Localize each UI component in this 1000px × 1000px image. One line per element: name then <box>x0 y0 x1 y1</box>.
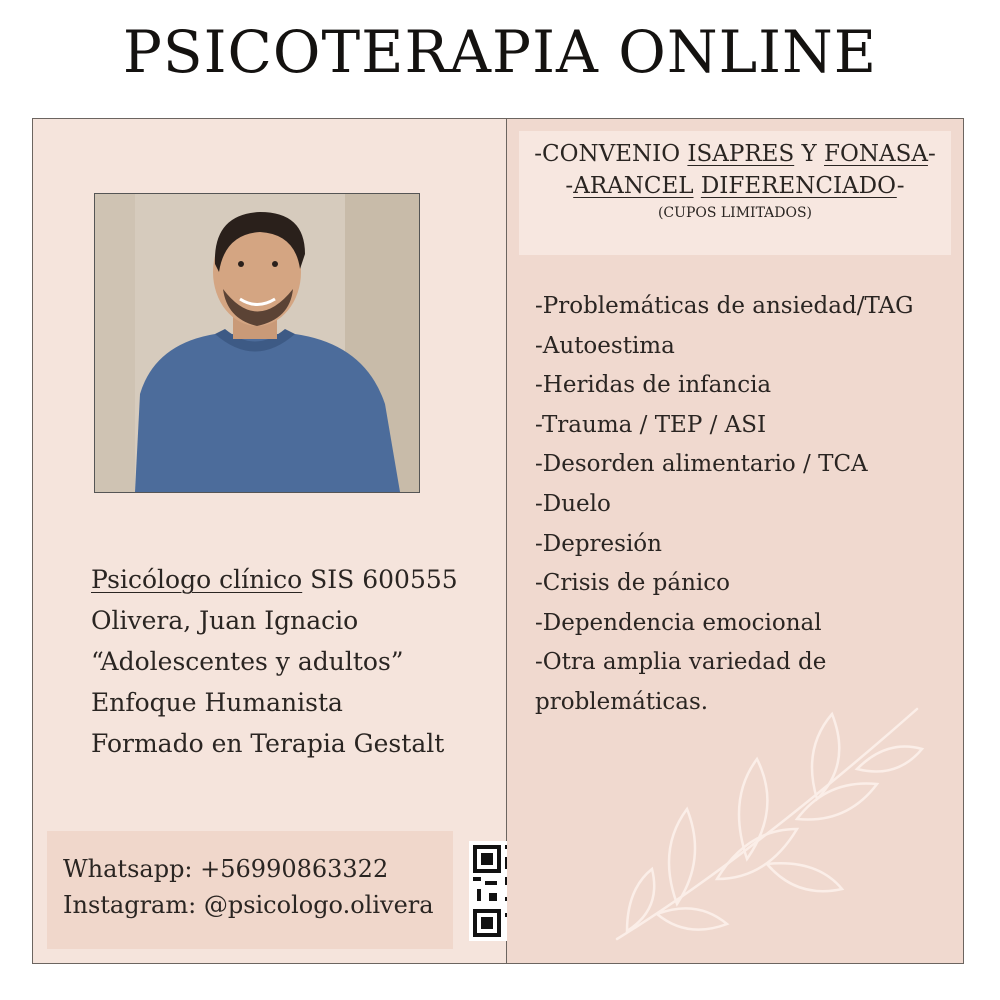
diferenciado-label: DIFERENCIADO <box>700 173 897 199</box>
leaf-branch-icon <box>597 699 937 949</box>
therapist-info <box>91 559 458 764</box>
banner-line-1 <box>519 141 951 167</box>
list-item: -Heridas de infancia <box>535 372 772 399</box>
contact-box <box>47 831 453 949</box>
page-title: PSICOTERAPIA ONLINE <box>122 18 878 86</box>
right-column <box>507 119 964 963</box>
banner-text: Y <box>794 141 825 167</box>
list-item: problemáticas. <box>535 688 709 715</box>
profile-photo <box>94 193 420 493</box>
banner-text: - <box>896 173 905 199</box>
banner-line-2 <box>519 173 951 199</box>
list-item: -Problemáticas de ansiedad/TAG <box>535 293 914 319</box>
left-column <box>33 119 507 963</box>
arancel-label: ARANCEL <box>573 173 694 199</box>
banner-text <box>694 173 701 199</box>
limited-spots-note: (CUPOS LIMITADOS) <box>657 205 813 221</box>
credential-number: SIS 600555 <box>302 565 458 594</box>
approach-text: Enfoque Humanista <box>91 688 343 717</box>
banner-text: - <box>927 141 936 167</box>
training-text: Formado en Terapia Gestalt <box>91 729 445 758</box>
whatsapp-contact[interactable]: Whatsapp: +56990863322 <box>63 855 389 883</box>
list-item: -Desorden alimentario / TCA <box>535 451 868 478</box>
isapres-label: ISAPRES <box>687 141 795 167</box>
banner-text: -CONVENIO <box>534 141 688 167</box>
list-item: -Depresión <box>535 530 662 557</box>
credential-line <box>91 559 458 600</box>
list-item: -Dependencia emocional <box>535 609 822 636</box>
audience-text: “Adolescentes y adultos” <box>91 647 404 676</box>
list-item: -Duelo <box>535 490 611 517</box>
issues-list <box>535 287 914 723</box>
instagram-contact[interactable]: Instagram: @psicologo.olivera <box>63 891 434 919</box>
therapist-name: Olivera, Juan Ignacio <box>91 606 359 635</box>
insurance-banner <box>519 131 951 255</box>
fonasa-label: FONASA <box>824 141 928 167</box>
flyer-card <box>32 118 964 964</box>
list-item: -Autoestima <box>535 332 675 359</box>
list-item: -Trauma / TEP / ASI <box>535 411 767 438</box>
banner-text: - <box>565 173 574 199</box>
list-item: -Otra amplia variedad de <box>535 649 827 676</box>
list-item: -Crisis de pánico <box>535 570 730 597</box>
credential-title: Psicólogo clínico <box>91 565 303 594</box>
